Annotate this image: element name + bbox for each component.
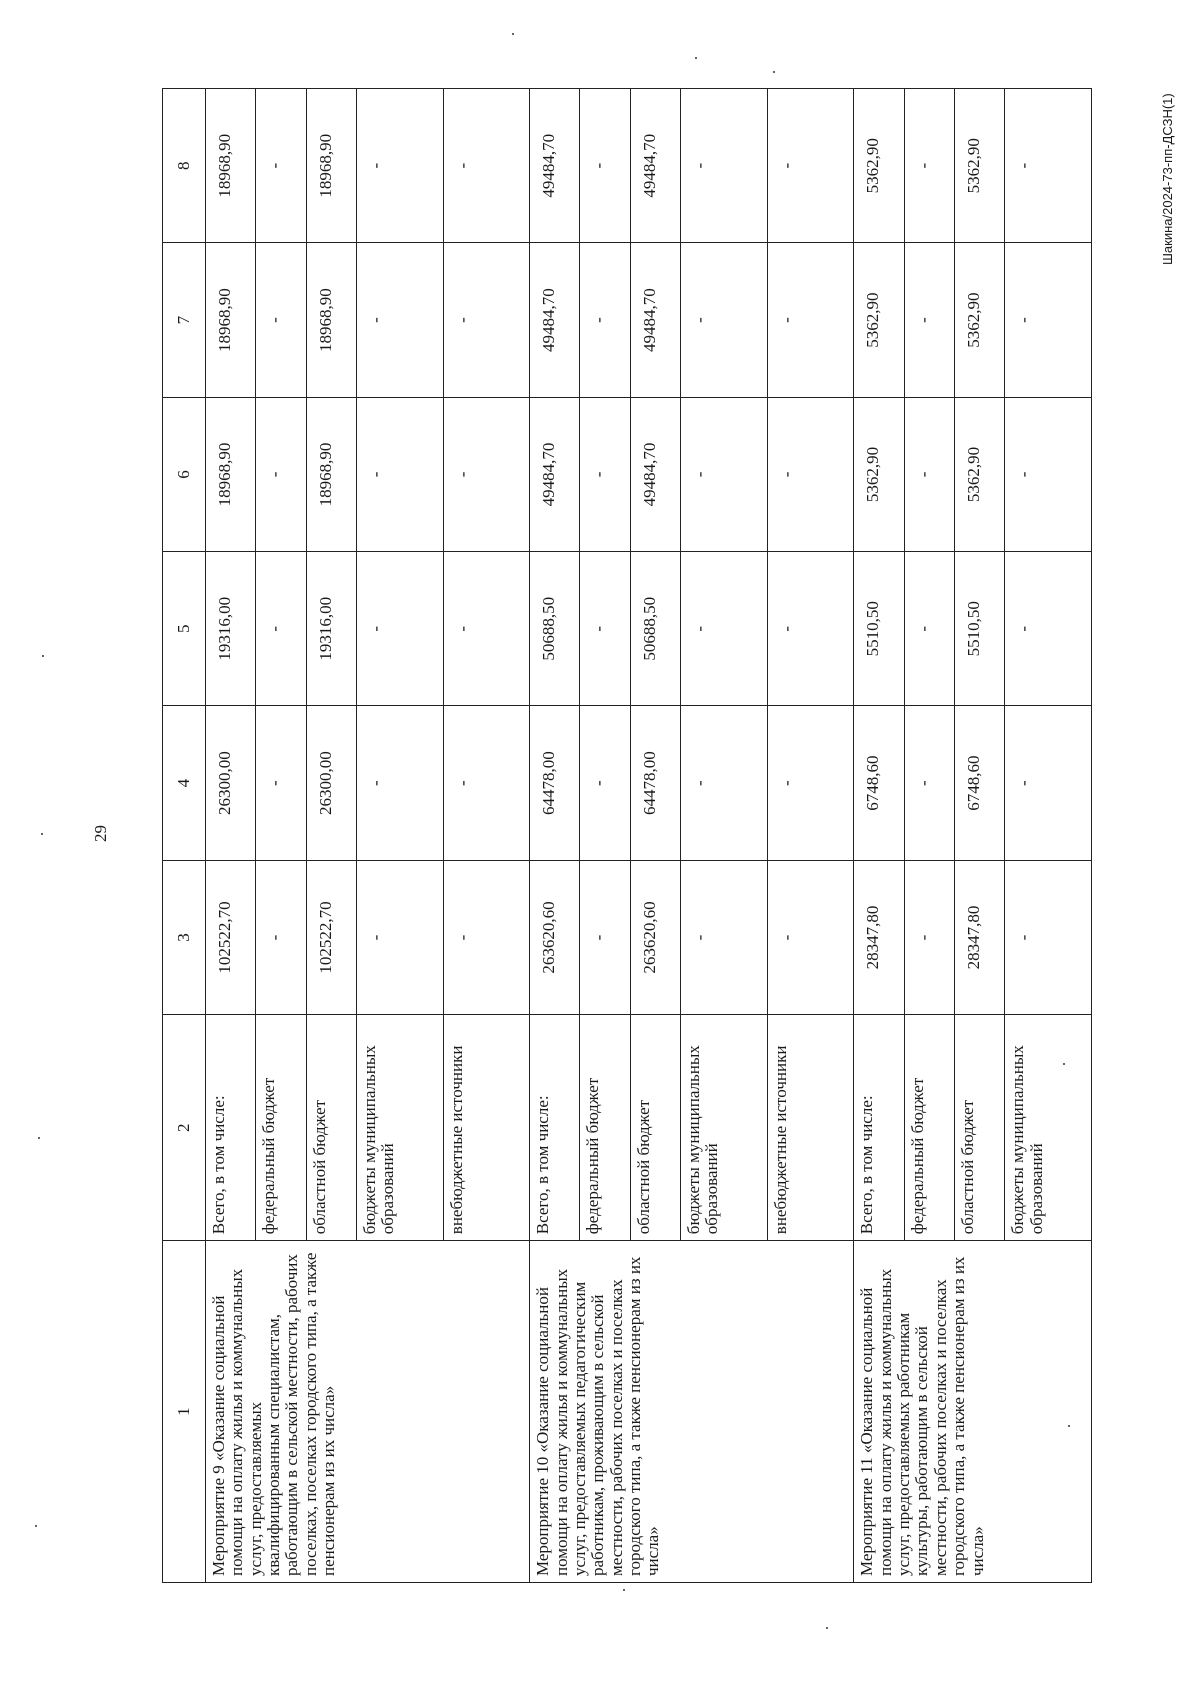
amount-cell: - — [904, 860, 954, 1014]
page-number: 29 — [91, 825, 110, 842]
amount-cell: 26300,00 — [306, 706, 356, 860]
amount-cell: - — [1005, 243, 1092, 397]
amount-cell: - — [256, 89, 306, 243]
amount-cell: - — [767, 860, 854, 1014]
amount-cell: - — [443, 706, 530, 860]
scan-speck — [41, 833, 43, 835]
amount-cell: - — [580, 243, 630, 397]
measure-name: Мероприятие 10 «Оказание социальной помощи на оплату жилья и коммунальных услуг, предоставляемых педагогическим работникам, проживающим в сельской местности, рабочих поселках и поселках городского типа, а также пенсионерам из их числа» — [530, 1241, 854, 1583]
document-id: Шакина/2024-73-пп-ДСЗН(1) — [1160, 93, 1175, 265]
amount-cell: - — [767, 552, 854, 706]
amount-cell: - — [767, 243, 854, 397]
amount-cell: 18968,90 — [306, 397, 356, 551]
table-row — [206, 89, 256, 1583]
amount-cell: 64478,00 — [530, 706, 580, 860]
amount-cell: - — [443, 552, 530, 706]
amount-cell: - — [256, 397, 306, 551]
amount-cell: 49484,70 — [630, 397, 680, 551]
scan-speck — [773, 71, 775, 73]
amount-cell: 5362,90 — [854, 89, 904, 243]
funding-source: областной бюджет — [954, 1015, 1004, 1241]
amount-cell: - — [904, 706, 954, 860]
amount-cell: 5362,90 — [954, 243, 1004, 397]
amount-cell: 28347,80 — [854, 860, 904, 1014]
amount-cell: - — [904, 243, 954, 397]
column-header: 6 — [163, 397, 206, 551]
amount-cell: 5362,90 — [854, 243, 904, 397]
amount-cell: 102522,70 — [206, 860, 256, 1014]
amount-cell: 263620,60 — [630, 860, 680, 1014]
amount-cell: - — [580, 89, 630, 243]
funding-source: федеральный бюджет — [580, 1015, 630, 1241]
amount-cell: 5510,50 — [954, 552, 1004, 706]
amount-cell: - — [580, 706, 630, 860]
scan-speck — [695, 57, 697, 59]
amount-cell: - — [356, 89, 443, 243]
scan-speck — [623, 1589, 625, 1591]
amount-cell: 5362,90 — [854, 397, 904, 551]
scan-speck — [1063, 1063, 1065, 1065]
amount-cell: 49484,70 — [530, 89, 580, 243]
amount-cell: - — [681, 552, 768, 706]
funding-source: бюджеты муниципальных образований — [681, 1015, 768, 1241]
amount-cell: 5362,90 — [954, 397, 1004, 551]
funding-source: бюджеты муниципальных образований — [1005, 1015, 1092, 1241]
funding-source: областной бюджет — [630, 1015, 680, 1241]
funding-source: Всего, в том числе: — [854, 1015, 904, 1241]
amount-cell: 18968,90 — [206, 89, 256, 243]
column-header: 3 — [163, 860, 206, 1014]
amount-cell: - — [681, 89, 768, 243]
amount-cell: 28347,80 — [954, 860, 1004, 1014]
amount-cell: 49484,70 — [630, 89, 680, 243]
amount-cell: 18968,90 — [306, 243, 356, 397]
amount-cell: - — [356, 243, 443, 397]
amount-cell: 6748,60 — [954, 706, 1004, 860]
amount-cell: 19316,00 — [306, 552, 356, 706]
amount-cell: - — [256, 860, 306, 1014]
measure-name: Мероприятие 11 «Оказание социальной помощи на оплату жилья и коммунальных услуг, предоставляемых работникам культуры, работающим в сельской местности, рабочих поселках и поселках городского типа, а также пенсионерам из их числа» — [854, 1241, 1092, 1583]
amount-cell: 18968,90 — [206, 243, 256, 397]
amount-cell: - — [904, 89, 954, 243]
amount-cell: - — [904, 397, 954, 551]
amount-cell: - — [767, 706, 854, 860]
scan-speck — [42, 655, 44, 657]
amount-cell: - — [580, 552, 630, 706]
amount-cell: - — [1005, 860, 1092, 1014]
amount-cell: - — [443, 243, 530, 397]
amount-cell: - — [580, 397, 630, 551]
amount-cell: - — [580, 860, 630, 1014]
funding-source: бюджеты муниципальных образований — [356, 1015, 443, 1241]
amount-cell: 5362,90 — [954, 89, 1004, 243]
amount-cell: - — [256, 706, 306, 860]
column-header: 1 — [163, 1241, 206, 1583]
funding-source: Всего, в том числе: — [530, 1015, 580, 1241]
amount-cell: - — [681, 860, 768, 1014]
scan-speck — [826, 1627, 828, 1629]
funding-source: внебюджетные источники — [443, 1015, 530, 1241]
amount-cell: 102522,70 — [306, 860, 356, 1014]
amount-cell: 19316,00 — [206, 552, 256, 706]
budget-table-container — [162, 88, 1092, 1583]
table-header-row — [163, 89, 206, 1583]
amount-cell: - — [443, 397, 530, 551]
column-header: 7 — [163, 243, 206, 397]
funding-source: внебюджетные источники — [767, 1015, 854, 1241]
amount-cell: - — [443, 860, 530, 1014]
amount-cell: - — [767, 397, 854, 551]
amount-cell: - — [904, 552, 954, 706]
scan-speck — [1068, 1425, 1070, 1427]
amount-cell: - — [356, 552, 443, 706]
column-header: 5 — [163, 552, 206, 706]
amount-cell: 6748,60 — [854, 706, 904, 860]
amount-cell: - — [1005, 552, 1092, 706]
measure-name: Мероприятие 9 «Оказание социальной помощи на оплату жилья и коммунальных услуг, предоставляемых квалифицированным специалистам, работающим в сельской местности, рабочих поселках, поселках городского типа, а также пенсионерам из их числа» — [206, 1241, 530, 1583]
amount-cell: - — [356, 397, 443, 551]
amount-cell: 49484,70 — [530, 243, 580, 397]
amount-cell: 49484,70 — [530, 397, 580, 551]
amount-cell: - — [1005, 397, 1092, 551]
scan-speck — [512, 33, 514, 35]
amount-cell: 263620,60 — [530, 860, 580, 1014]
amount-cell: - — [443, 89, 530, 243]
amount-cell: - — [256, 243, 306, 397]
amount-cell: 49484,70 — [630, 243, 680, 397]
table-row — [530, 89, 580, 1583]
amount-cell: - — [681, 243, 768, 397]
amount-cell: - — [767, 89, 854, 243]
amount-cell: - — [1005, 89, 1092, 243]
amount-cell: 64478,00 — [630, 706, 680, 860]
amount-cell: - — [256, 552, 306, 706]
column-header: 2 — [163, 1015, 206, 1241]
amount-cell: 5510,50 — [854, 552, 904, 706]
amount-cell: 18968,90 — [306, 89, 356, 243]
amount-cell: - — [681, 706, 768, 860]
amount-cell: - — [356, 706, 443, 860]
table-body — [206, 89, 1092, 1583]
scan-speck — [35, 1525, 37, 1527]
amount-cell: - — [356, 860, 443, 1014]
column-header: 4 — [163, 706, 206, 860]
column-header: 8 — [163, 89, 206, 243]
funding-source: Всего, в том числе: — [206, 1015, 256, 1241]
funding-source: федеральный бюджет — [904, 1015, 954, 1241]
scan-speck — [38, 1137, 40, 1139]
amount-cell: - — [681, 397, 768, 551]
amount-cell: 50688,50 — [530, 552, 580, 706]
amount-cell: 50688,50 — [630, 552, 680, 706]
amount-cell: 26300,00 — [206, 706, 256, 860]
table-row — [854, 89, 904, 1583]
amount-cell: 18968,90 — [206, 397, 256, 551]
funding-source: областной бюджет — [306, 1015, 356, 1241]
funding-source: федеральный бюджет — [256, 1015, 306, 1241]
budget-table — [162, 88, 1092, 1583]
amount-cell: - — [1005, 706, 1092, 860]
